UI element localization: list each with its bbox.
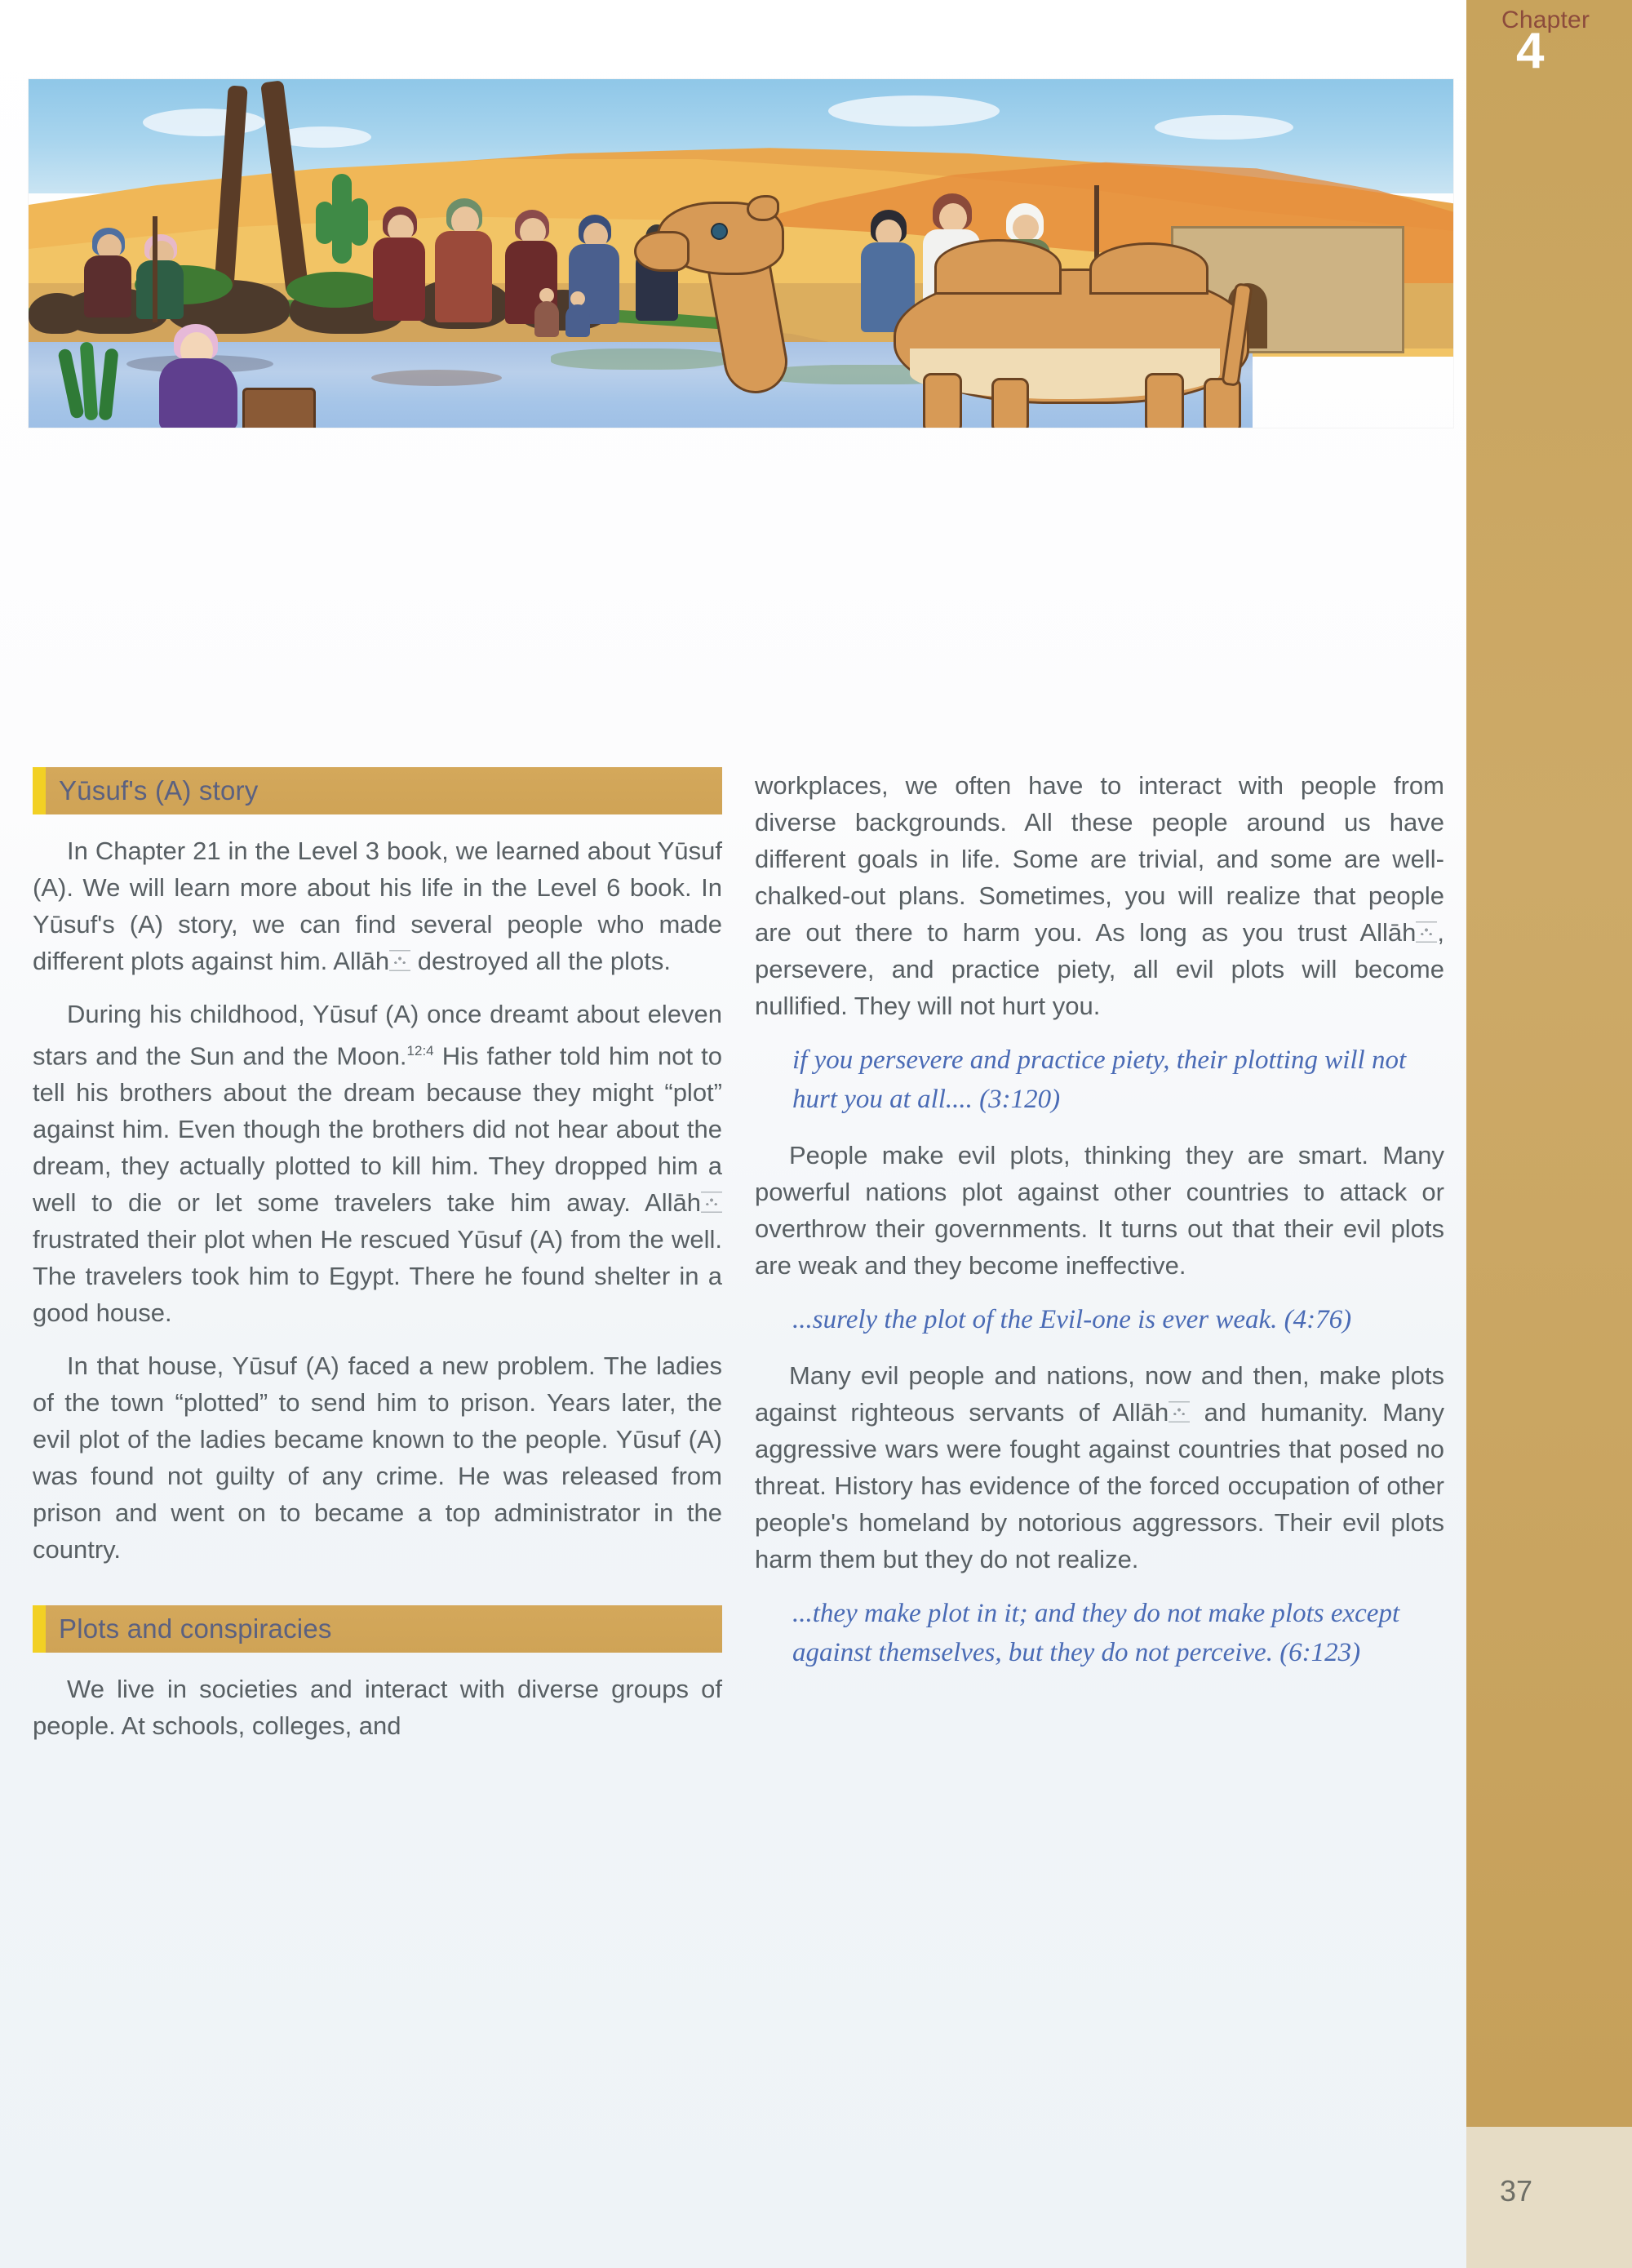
paragraph-text-cont2: frustrated their plot when He rescued Yūsuf (A) from the well. The travelers took him to Egypt. There he found shelter in a good house.: [33, 1225, 722, 1328]
water-reflection: [551, 348, 730, 370]
robe: [534, 301, 559, 337]
cloud-icon: [143, 109, 265, 136]
left-text-column: [33, 767, 722, 1760]
chapter-number: 4: [1516, 23, 1545, 79]
robe: [435, 231, 492, 322]
allah-honorific-icon: [1416, 921, 1437, 943]
figure-girl-washing: [151, 324, 249, 428]
section-heading-label: Yūsuf's (A) story: [59, 775, 259, 806]
robe: [373, 237, 425, 321]
paragraph: [33, 996, 722, 1331]
cactus-arm: [316, 202, 334, 244]
page-number: 37: [1500, 2174, 1533, 2208]
chapter-illustration: [29, 79, 1453, 428]
allah-honorific-icon: [389, 950, 410, 971]
camel-leg: [1145, 373, 1184, 428]
camel-hump: [1089, 242, 1208, 295]
paragraph: In that house, Yūsuf (A) faced a new problem. The ladies of the town “plotted” to send him to prison. Years later, the evil plot of the ladies became known to the people. Yūsuf (A) was found not guilty of any crime. He was released from prison and went on to became a top administrator in the country.: [33, 1351, 722, 1565]
camel-hump: [934, 239, 1062, 295]
figure-child: [533, 288, 561, 337]
section-heading-plots-conspiracies: [33, 1605, 722, 1653]
figure-child: [564, 291, 592, 337]
figure-person: [79, 228, 136, 317]
camel-snout: [634, 231, 690, 272]
chapter-side-tab: [1466, 0, 1632, 2127]
quran-quote: if you persevere and practice piety, their plotting will not hurt you at all.... (3:120): [792, 1045, 1407, 1114]
cloud-icon: [1155, 115, 1293, 140]
paragraph-text: Many evil people and nations, now and then, make plots against righteous servants of Allāh: [755, 1361, 1444, 1427]
robe: [84, 255, 131, 317]
section-heading-label: Plots and conspiracies: [59, 1613, 332, 1644]
figure-person: [131, 234, 188, 319]
paragraph-text: During his childhood, Yūsuf (A) once dreamt about eleven stars and the Sun and the Moon.: [33, 1000, 722, 1071]
paragraph: [33, 832, 722, 979]
robe: [159, 358, 237, 428]
allah-honorific-icon: [1169, 1401, 1190, 1422]
staff: [153, 216, 157, 322]
head: [939, 203, 967, 233]
cloud-icon: [828, 95, 1000, 126]
allah-honorific-icon: [701, 1192, 722, 1213]
quran-quote: ...they make plot in it; and they do not make plots except against themselves, but they do not perceive. (6:123): [792, 1599, 1400, 1667]
paragraph-text-cont: and humanity. Many aggressive wars were fought against countries that posed no threat. History has evidence of the forced occupation of other people's homeland by notorious aggressors. Their evil plots harm them but they do not realize.: [755, 1398, 1444, 1573]
water-reflection: [371, 370, 502, 386]
rock: [29, 293, 86, 334]
paragraph-text-cont: , persevere, and practice piety, all evil plots will become nullified. They will not hurt you.: [755, 918, 1444, 1020]
camel-eye: [711, 223, 728, 240]
camel-ear: [747, 195, 779, 221]
cactus-arm: [350, 198, 368, 246]
robe: [565, 304, 590, 337]
paragraph-text-cont: His father told him not to tell his brothers about the dream because they might “plot” against him. Even though the brothers did not hear about the dream, they actually plotted to kill him. They dropped him a well to die or let some travelers take him away. Allāh: [33, 1041, 722, 1218]
figure-person: [368, 206, 430, 321]
section-heading-yusuf-story: [33, 767, 722, 814]
robe: [136, 260, 184, 319]
paragraph-text-cont: destroyed all the plots.: [410, 947, 671, 975]
paragraph-text: workplaces, we often have to interact with people from diverse backgrounds. All these people around us have different goals in life. Some are trivial, and some are well-chalked-out plans. Sometimes, you will realize that people are out there to harm you. As long as you trust Allāh: [755, 771, 1444, 947]
paragraph: People make evil plots, thinking they are smart. Many powerful nations plot against other countries to attack or overthrow their governments. It turns out that their evil plots are weak and they become ineffective.: [755, 1141, 1444, 1280]
paragraph: We live in societies and interact with diverse groups of people. At schools, colleges, and: [33, 1675, 722, 1741]
paragraph-text: In Chapter 21 in the Level 3 book, we learned about Yūsuf (A). We will learn more about his life in the Level 6 book. In Yūsuf's (A) story, we can find several people who made different plots against him. Allāh: [33, 837, 722, 975]
camel-leg: [991, 378, 1029, 428]
cactus: [332, 174, 352, 264]
head: [1013, 215, 1039, 241]
camel-leg: [923, 373, 962, 428]
quran-quote: ...surely the plot of the Evil-one is ever weak. (4:76): [792, 1305, 1352, 1334]
right-text-column: [755, 767, 1444, 1690]
basket: [242, 388, 316, 428]
figure-person: [430, 198, 497, 322]
quran-reference-superscript: 12:4: [406, 1043, 434, 1059]
paragraph: [755, 1357, 1444, 1578]
chapter-label: Chapter: [1501, 7, 1590, 33]
paragraph: [755, 767, 1444, 1024]
